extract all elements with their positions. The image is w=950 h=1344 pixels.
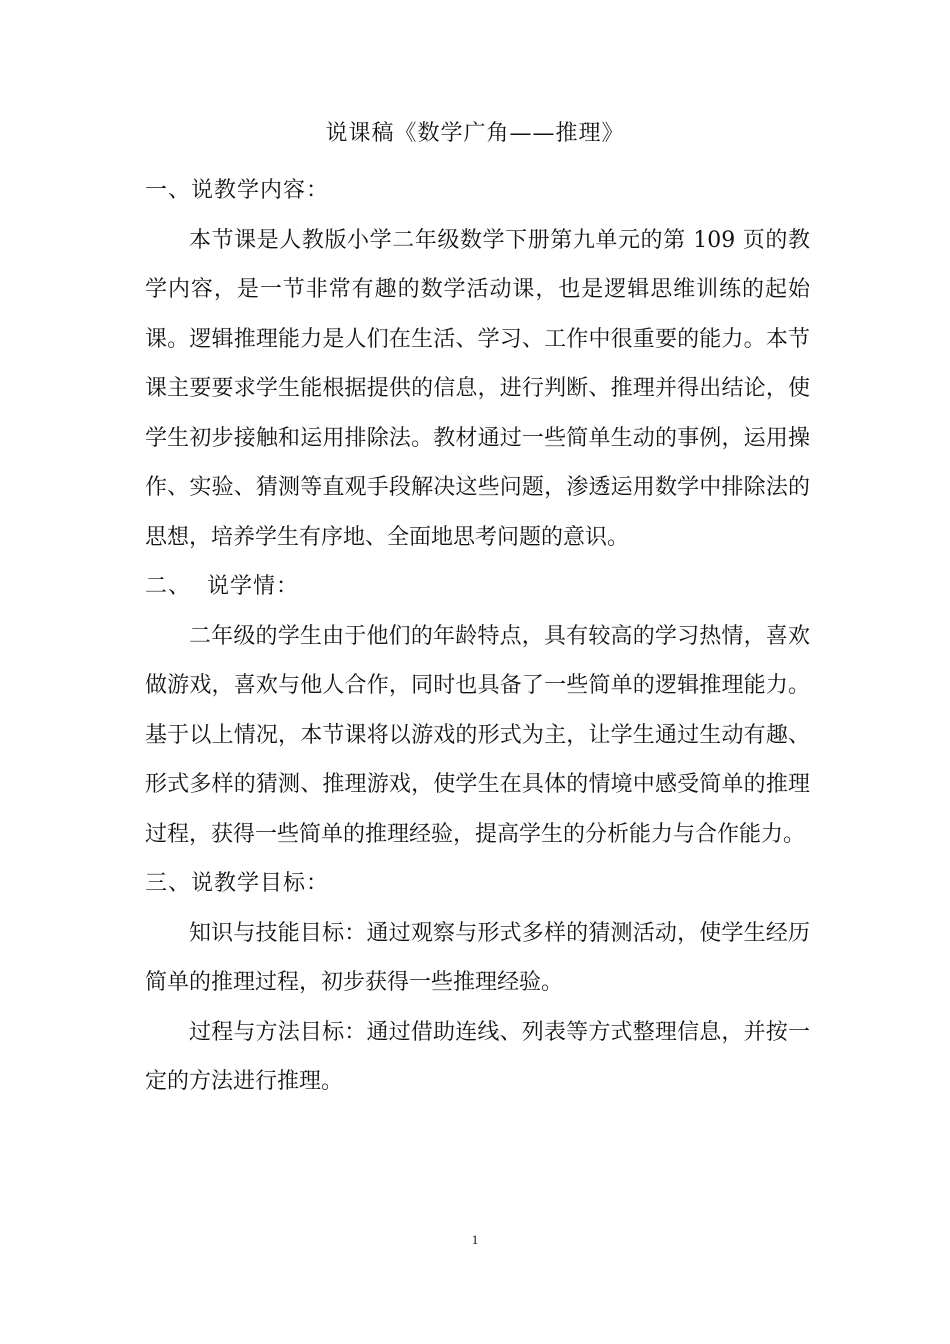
section-heading-content: 一、说教学内容：: [145, 178, 330, 203]
page-number: 1: [471, 1232, 479, 1247]
paragraph-learners: 二年级的学生由于他们的年龄特点，具有较高的学习热情，喜欢做游戏，喜欢与他人合作，同时也具备了一些简单的逻辑推理能力。基于以上情况，本节课将以游戏的形式为主，让学生通过生动有趣、形式多样的猜测、推理游戏，使学生在具体的情境中感受简单的推理过程，获得一些简单的推理经验，提高学生的分析能力与合作能力。: [145, 623, 810, 847]
paragraph-objective-process: 过程与方法目标：通过借助连线、列表等方式整理信息，并按一定的方法进行推理。: [145, 1019, 810, 1094]
paragraph-content: 本节课是人教版小学二年级数学下册第九单元的第 109 页的教学内容，是一节非常有趣的数学活动课，也是逻辑思维训练的起始课。逻辑推理能力是人们在生活、学习、工作中很重要的能力。本节课主要要求学生能根据提供的信息，进行判断、推理并得出结论，使学生初步接触和运用排除法。教材通过一些简单生动的事例，运用操作、实验、猜测等直观手段解决这些问题，渗透运用数学中排除法的思想，培养学生有序地、全面地思考问题的意识。: [145, 227, 810, 550]
document-body: [145, 166, 810, 1107]
section-heading-objectives: 三、说教学目标：: [145, 871, 330, 896]
paragraph-objective-knowledge: 知识与技能目标：通过观察与形式多样的猜测活动，使学生经历简单的推理过程，初步获得一些推理经验。: [145, 920, 810, 995]
section-heading-learners: 二、 说学情：: [145, 574, 299, 599]
document-title: 说课稿《数学广角——推理》: [325, 121, 625, 146]
